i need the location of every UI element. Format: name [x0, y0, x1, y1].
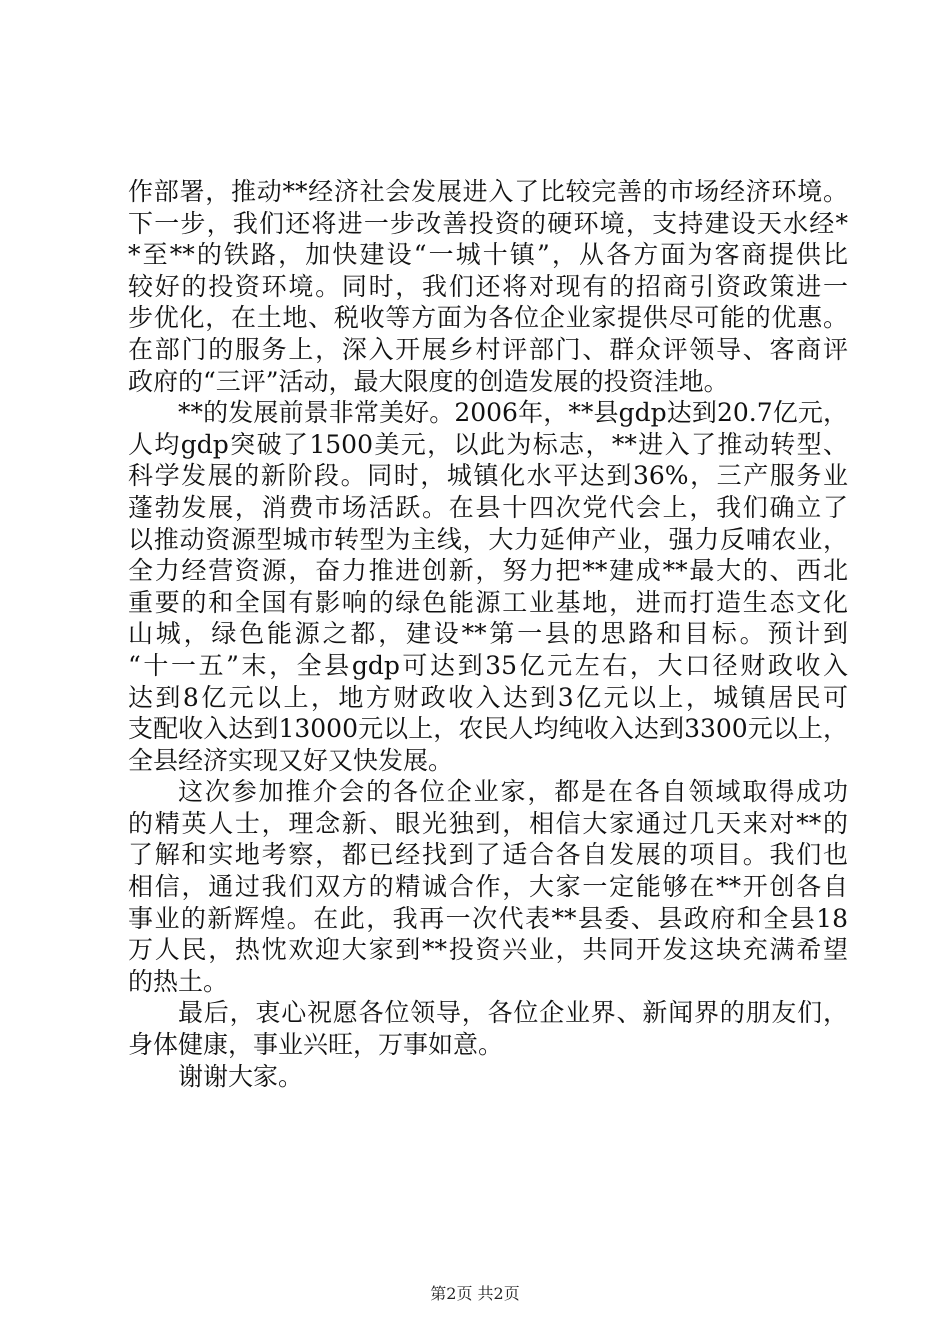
text-line: 支配收入达到13000元以上，农民人均纯收入达到3300元以上， — [128, 714, 848, 744]
text-line: *至**的铁路，加快建设“一城十镇”，从各方面为客商提供比 — [128, 240, 848, 270]
text-line: 的精英人士，理念新、眼光独到，相信大家通过几天来对**的 — [128, 808, 848, 838]
text-line: “十一五”末，全县gdp可达到35亿元左右，大口径财政收入 — [128, 650, 848, 680]
text-line: 科学发展的新阶段。同时，城镇化水平达到36%，三产服务业 — [128, 461, 848, 491]
text-line: 事业的新辉煌。在此，我再一次代表**县委、县政府和全县18 — [128, 903, 848, 933]
paragraph-first-line: 这次参加推介会的各位企业家，都是在各自领域取得成功 — [178, 777, 848, 807]
text-line: 达到8亿元以上，地方财政收入达到3亿元以上，城镇居民可 — [128, 682, 848, 712]
text-line: 人均gdp突破了1500美元，以此为标志，**进入了推动转型、 — [128, 429, 848, 459]
text-line: 较好的投资环境。同时，我们还将对现有的招商引资政策进一 — [128, 271, 848, 301]
closing-line: 谢谢大家。 — [178, 1061, 304, 1091]
paragraph-first-line: 最后，衷心祝愿各位领导，各位企业界、新闻界的朋友们， — [178, 998, 848, 1028]
text-line: 政府的“三评”活动，最大限度的创造发展的投资洼地。 — [128, 366, 729, 396]
text-line: 身体健康，事业兴旺，万事如意。 — [128, 1030, 504, 1060]
text-line: 以推动资源型城市转型为主线，大力延伸产业，强力反哺农业， — [128, 524, 848, 554]
text-line: 全力经营资源，奋力推进创新，努力把**建成**最大的、西北 — [128, 556, 848, 586]
text-line: 步优化，在土地、税收等方面为各位企业家提供尽可能的优惠。 — [128, 303, 848, 333]
paragraph-first-line: **的发展前景非常美好。2006年，**县gdp达到20.7亿元， — [178, 398, 848, 428]
page-number-footer: 第2页 共2页 — [430, 1284, 520, 1303]
text-line: 了解和实地考察，都已经找到了适合各自发展的项目。我们也 — [128, 840, 848, 870]
document-body — [128, 176, 848, 1092]
text-line: 山城，绿色能源之都，建设**第一县的思路和目标。预计到 — [128, 619, 848, 649]
text-line: 作部署，推动**经济社会发展进入了比较完善的市场经济环境。 — [128, 177, 848, 206]
text-line: 相信，通过我们双方的精诚合作，大家一定能够在**开创各自 — [128, 872, 848, 902]
text-line: 下一步，我们还将进一步改善投资的硬环境，支持建设天水经* — [128, 208, 848, 238]
text-line: 蓬勃发展，消费市场活跃。在县十四次党代会上，我们确立了 — [128, 492, 848, 522]
text-line: 的热土。 — [128, 966, 229, 996]
text-line: 在部门的服务上，深入开展乡村评部门、群众评领导、客商评 — [128, 334, 848, 364]
text-line: 全县经济实现又好又快发展。 — [128, 745, 454, 775]
text-line: 重要的和全国有影响的绿色能源工业基地，进而打造生态文化 — [128, 587, 848, 617]
text-line: 万人民，热忱欢迎大家到**投资兴业，共同开发这块充满希望 — [128, 935, 848, 965]
